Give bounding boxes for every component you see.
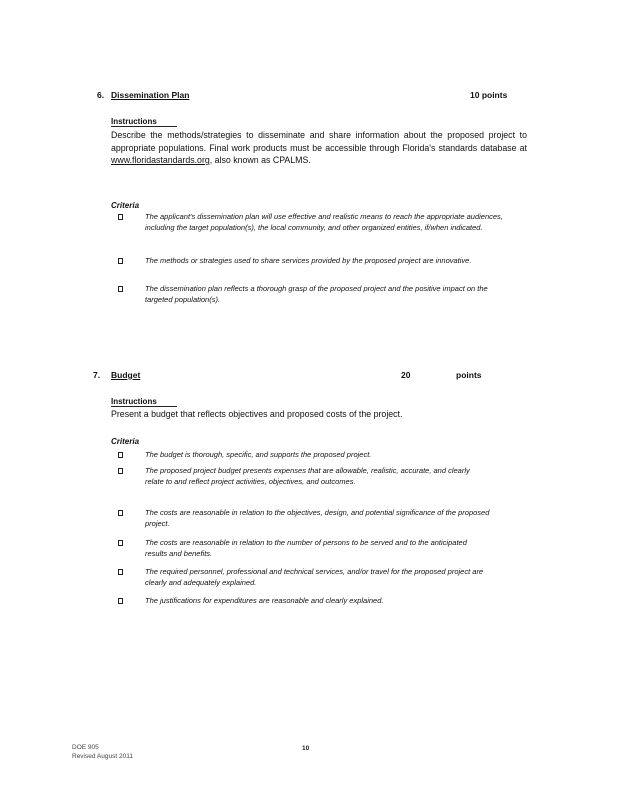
checkbox-bullet-icon (118, 598, 123, 604)
section-7-instructions: Present a budget that reflects objectives and proposed costs of the project. (111, 409, 403, 419)
section-6-criteria-label: Criteria (111, 201, 140, 210)
checkbox-bullet-icon (118, 569, 123, 575)
section-7-criterion-5: The required personnel, professional and technical services, and/or travel for the proposed project are clearly and adequately explained. (145, 567, 484, 587)
section-7-criterion-4: The costs are reasonable in relation to the number of persons to be served and to the anticipated results and benefits. (145, 538, 467, 558)
checkbox-bullet-icon (118, 468, 123, 474)
section-6-points: 10 points (470, 90, 508, 100)
floridastandards-link[interactable]: www.floridastandards.org (111, 155, 210, 165)
section-6-instructions-text: Describe the methods/strategies to disseminate and share information about the proposed project to appropriate populations. Final work products must be accessible through Florida's standards database at (111, 130, 527, 153)
section-6-criterion-1: The applicant's dissemination plan will use effective and realistic means to reach the appropriate audiences, including the target population(s), the local community, and other organized entities, if/when indicated. (145, 212, 503, 232)
checkbox-bullet-icon (118, 510, 123, 516)
section-7-criterion-2: The proposed project budget presents expenses that are allowable, realistic, accurate, and clearly relate to and reflect project activities, objectives, and outcomes. (145, 466, 470, 486)
checkbox-bullet-icon (118, 540, 123, 546)
footer-form-code: DOE 905 (72, 744, 99, 751)
section-7-title: Budget (111, 370, 141, 380)
checkbox-bullet-icon (118, 452, 123, 458)
section-7-points-label: points (456, 370, 482, 380)
section-6-instructions-end: , also known as CPALMS. (209, 155, 311, 165)
section-7-criterion-6: The justifications for expenditures are reasonable and clearly explained. (145, 596, 384, 605)
section-7-criterion-3: The costs are reasonable in relation to the objectives, design, and potential significance of the proposed project. (145, 508, 490, 528)
section-7-instructions-label: Instructions (111, 397, 157, 406)
section-6-criterion-2: The methods or strategies used to share services provided by the proposed project are innovative. (145, 256, 472, 265)
section-6-criterion-3: The dissemination plan reflects a thorough grasp of the proposed project and the positive impact on the targeted population(s). (145, 284, 488, 304)
footer-revised: Revised August 2011 (72, 753, 133, 760)
page-number: 10 (302, 745, 310, 752)
section-7-points-value: 20 (401, 370, 411, 380)
section-6-instructions-label: Instructions (111, 117, 157, 126)
section-6-title: Dissemination Plan (111, 90, 190, 100)
section-7-criterion-1: The budget is thorough, specific, and supports the proposed project. (145, 450, 372, 459)
section-7-criteria-label: Criteria (111, 437, 140, 446)
section-6-number: 6. (97, 90, 105, 100)
section-7-number: 7. (93, 370, 101, 380)
